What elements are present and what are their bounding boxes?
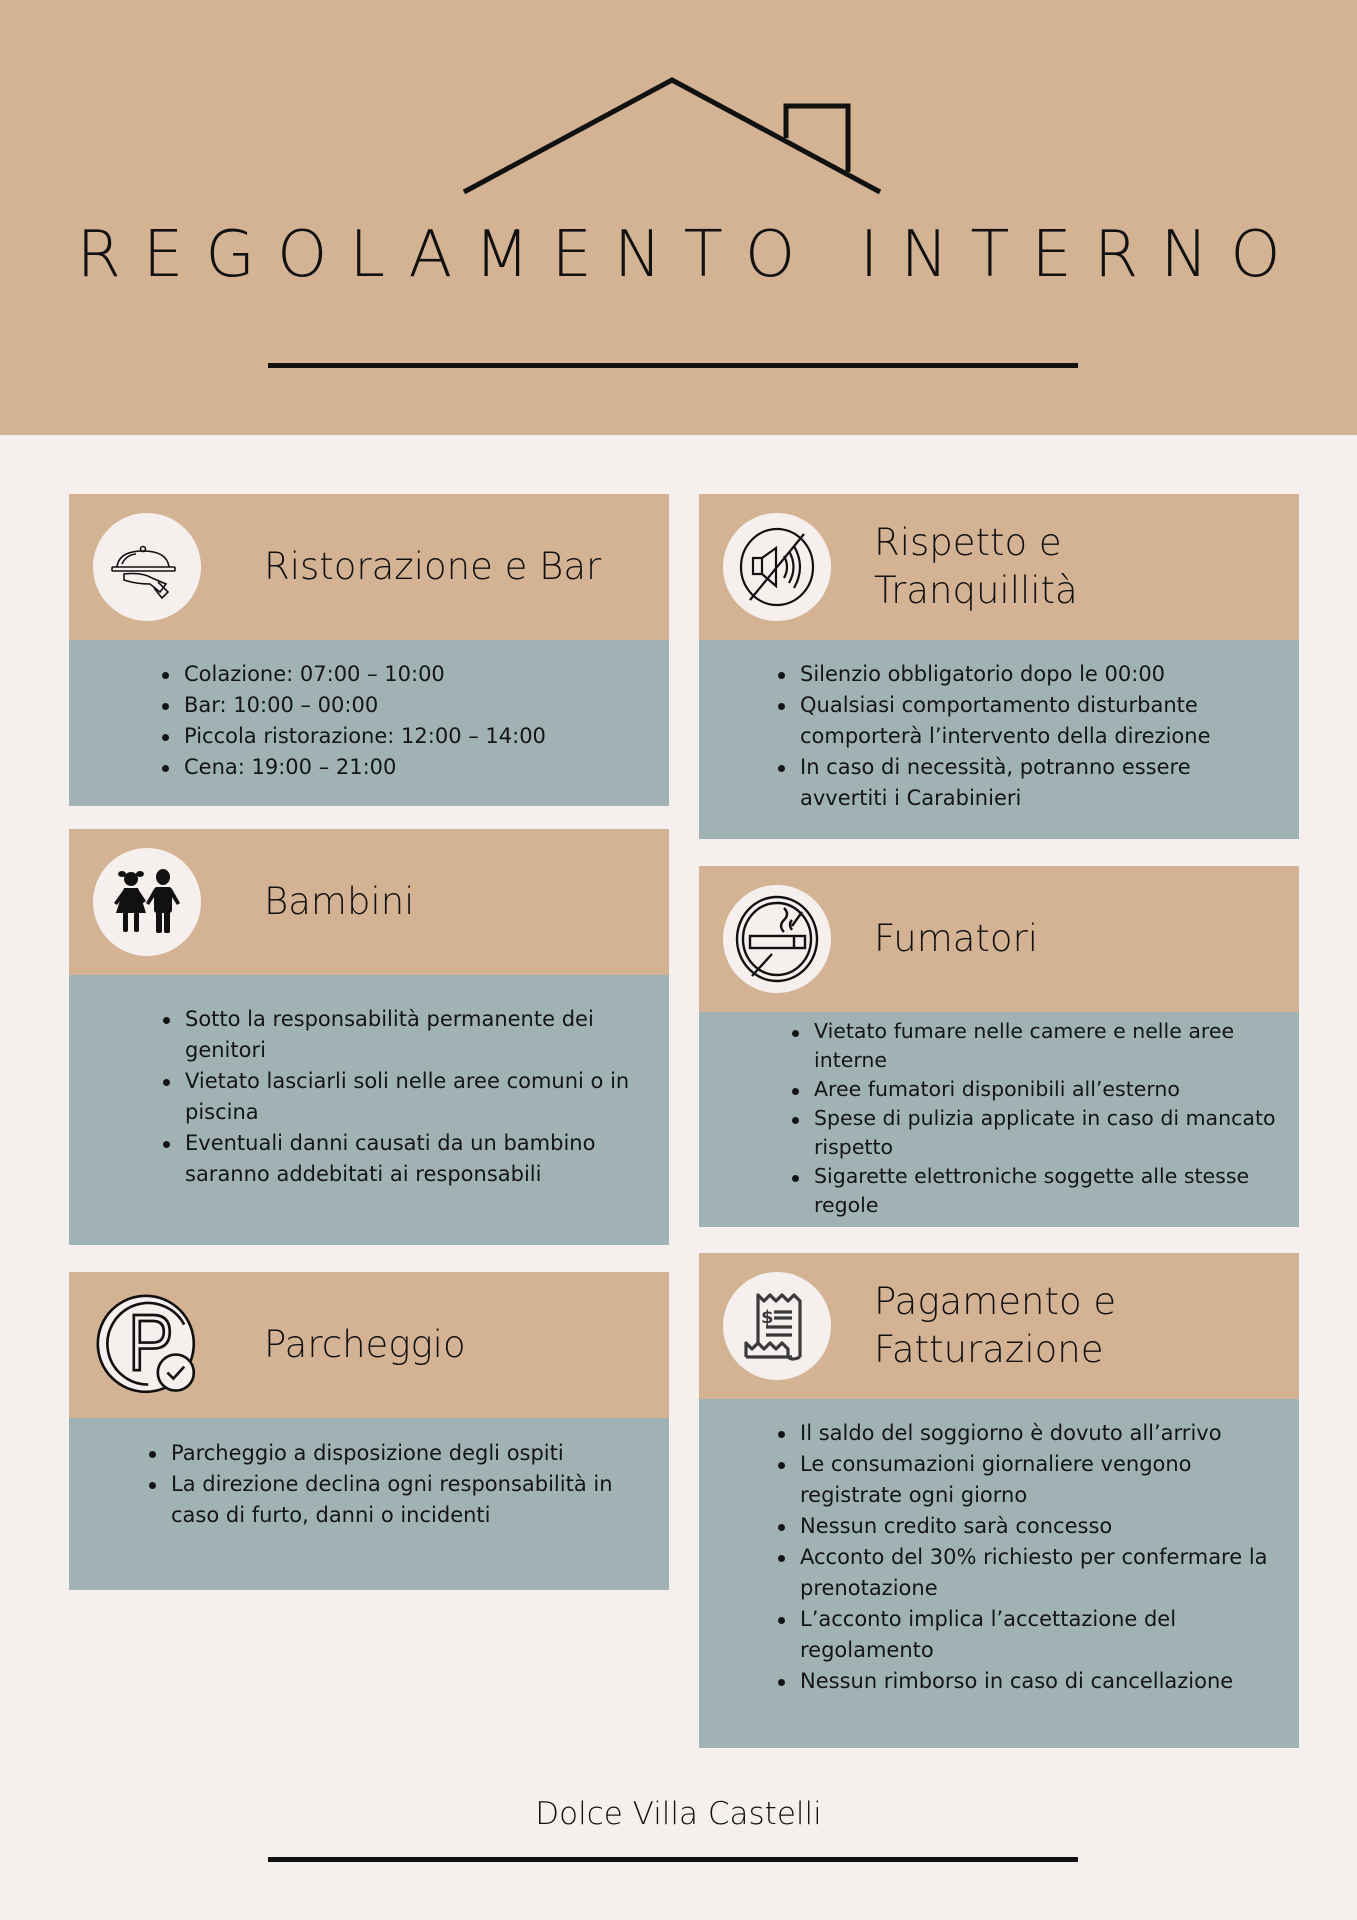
rule-list [699, 1017, 1279, 1220]
rule-item: Sigarette elettroniche soggette alle stesse regole [814, 1162, 1279, 1220]
header-divider [268, 363, 1078, 368]
rule-item: Sotto la responsabilità permanente dei genitori [185, 1004, 639, 1066]
section-header [699, 494, 1299, 640]
rule-list [69, 1438, 649, 1531]
rule-item: Acconto del 30% richiesto per confermare la prenotazione [800, 1542, 1279, 1604]
rule-item: Il saldo del soggiorno è dovuto all’arrivo [800, 1418, 1279, 1449]
rule-item: Aree fumatori disponibili all’esterno [814, 1075, 1279, 1104]
rule-item: Vietato fumare nelle camere e nelle aree interne [814, 1017, 1279, 1075]
rule-item: La direzione declina ogni responsabilità in caso di furto, danni o incidenti [171, 1469, 649, 1531]
serving-cloche-icon [102, 522, 192, 612]
rule-item: L’acconto implica l’accettazione del regolamento [800, 1604, 1279, 1666]
section-body [69, 640, 669, 806]
section-header [699, 866, 1299, 1012]
rule-item: Piccola ristorazione: 12:00 – 14:00 [184, 721, 669, 752]
rule-item: Bar: 10:00 – 00:00 [184, 690, 669, 721]
rule-list [699, 1418, 1279, 1697]
section-title: Parcheggio [264, 1323, 466, 1366]
section-header [69, 829, 669, 975]
rule-item: Eventuali danni causati da un bambino saranno addebitati ai responsabili [185, 1128, 639, 1190]
rule-list [69, 1004, 639, 1190]
section-title: Fumatori [874, 917, 1039, 960]
icon-badge [723, 885, 831, 993]
rule-item: Colazione: 07:00 – 10:00 [184, 659, 669, 690]
section-body [69, 1418, 669, 1590]
section-bambini [69, 829, 669, 1245]
children-icon [102, 857, 192, 947]
page-title: REGOLAMENTO INTERNO [76, 218, 1303, 292]
no-smoking-icon [732, 894, 822, 984]
rule-item: Parcheggio a disposizione degli ospiti [171, 1438, 649, 1469]
svg-text:$: $ [761, 1307, 774, 1328]
section-body [699, 1399, 1299, 1748]
section-body [699, 640, 1299, 839]
section-parcheggio [69, 1272, 669, 1590]
header-banner [0, 0, 1357, 435]
section-pagamento [699, 1253, 1299, 1748]
footer-divider [268, 1857, 1078, 1862]
rule-list [699, 659, 1269, 814]
rule-item: Vietato lasciarli soli nelle aree comuni o in piscina [185, 1066, 639, 1128]
section-rispetto [699, 494, 1299, 839]
section-fumatori [699, 866, 1299, 1227]
receipt-icon [732, 1281, 822, 1371]
icon-badge [93, 848, 201, 956]
rule-list [69, 659, 669, 783]
section-header [699, 1253, 1299, 1399]
rule-item: Cena: 19:00 – 21:00 [184, 752, 669, 783]
icon-badge [93, 513, 201, 621]
section-body [699, 1012, 1299, 1227]
rule-item: Le consumazioni giornaliere vengono registrate ogni giorno [800, 1449, 1279, 1511]
section-title: Rispetto e Tranquillità [874, 521, 1078, 612]
section-title: Pagamento e Fatturazione [874, 1280, 1117, 1371]
section-body [69, 975, 669, 1245]
rule-item: Spese di pulizia applicate in caso di mancato rispetto [814, 1104, 1279, 1162]
rule-item: In caso di necessità, potranno essere avvertiti i Carabinieri [800, 752, 1269, 814]
section-ristorazione [69, 494, 669, 806]
icon-badge [93, 1291, 201, 1399]
rule-item: Qualsiasi comportamento disturbante comporterà l’intervento della direzione [800, 690, 1269, 752]
rule-item: Silenzio obbligatorio dopo le 00:00 [800, 659, 1269, 690]
rule-item: Nessun rimborso in caso di cancellazione [800, 1666, 1279, 1697]
no-sound-icon [732, 522, 822, 612]
icon-badge [723, 513, 831, 621]
house-roof-icon [460, 76, 890, 196]
section-title: Ristorazione e Bar [264, 545, 602, 588]
section-header [69, 1272, 669, 1418]
rule-item: Nessun credito sarà concesso [800, 1511, 1279, 1542]
section-title: Bambini [264, 880, 415, 923]
icon-badge [723, 1272, 831, 1380]
section-header [69, 494, 669, 640]
footer-venue-name: Dolce Villa Castelli [535, 1796, 822, 1832]
parking-check-icon [93, 1289, 201, 1401]
